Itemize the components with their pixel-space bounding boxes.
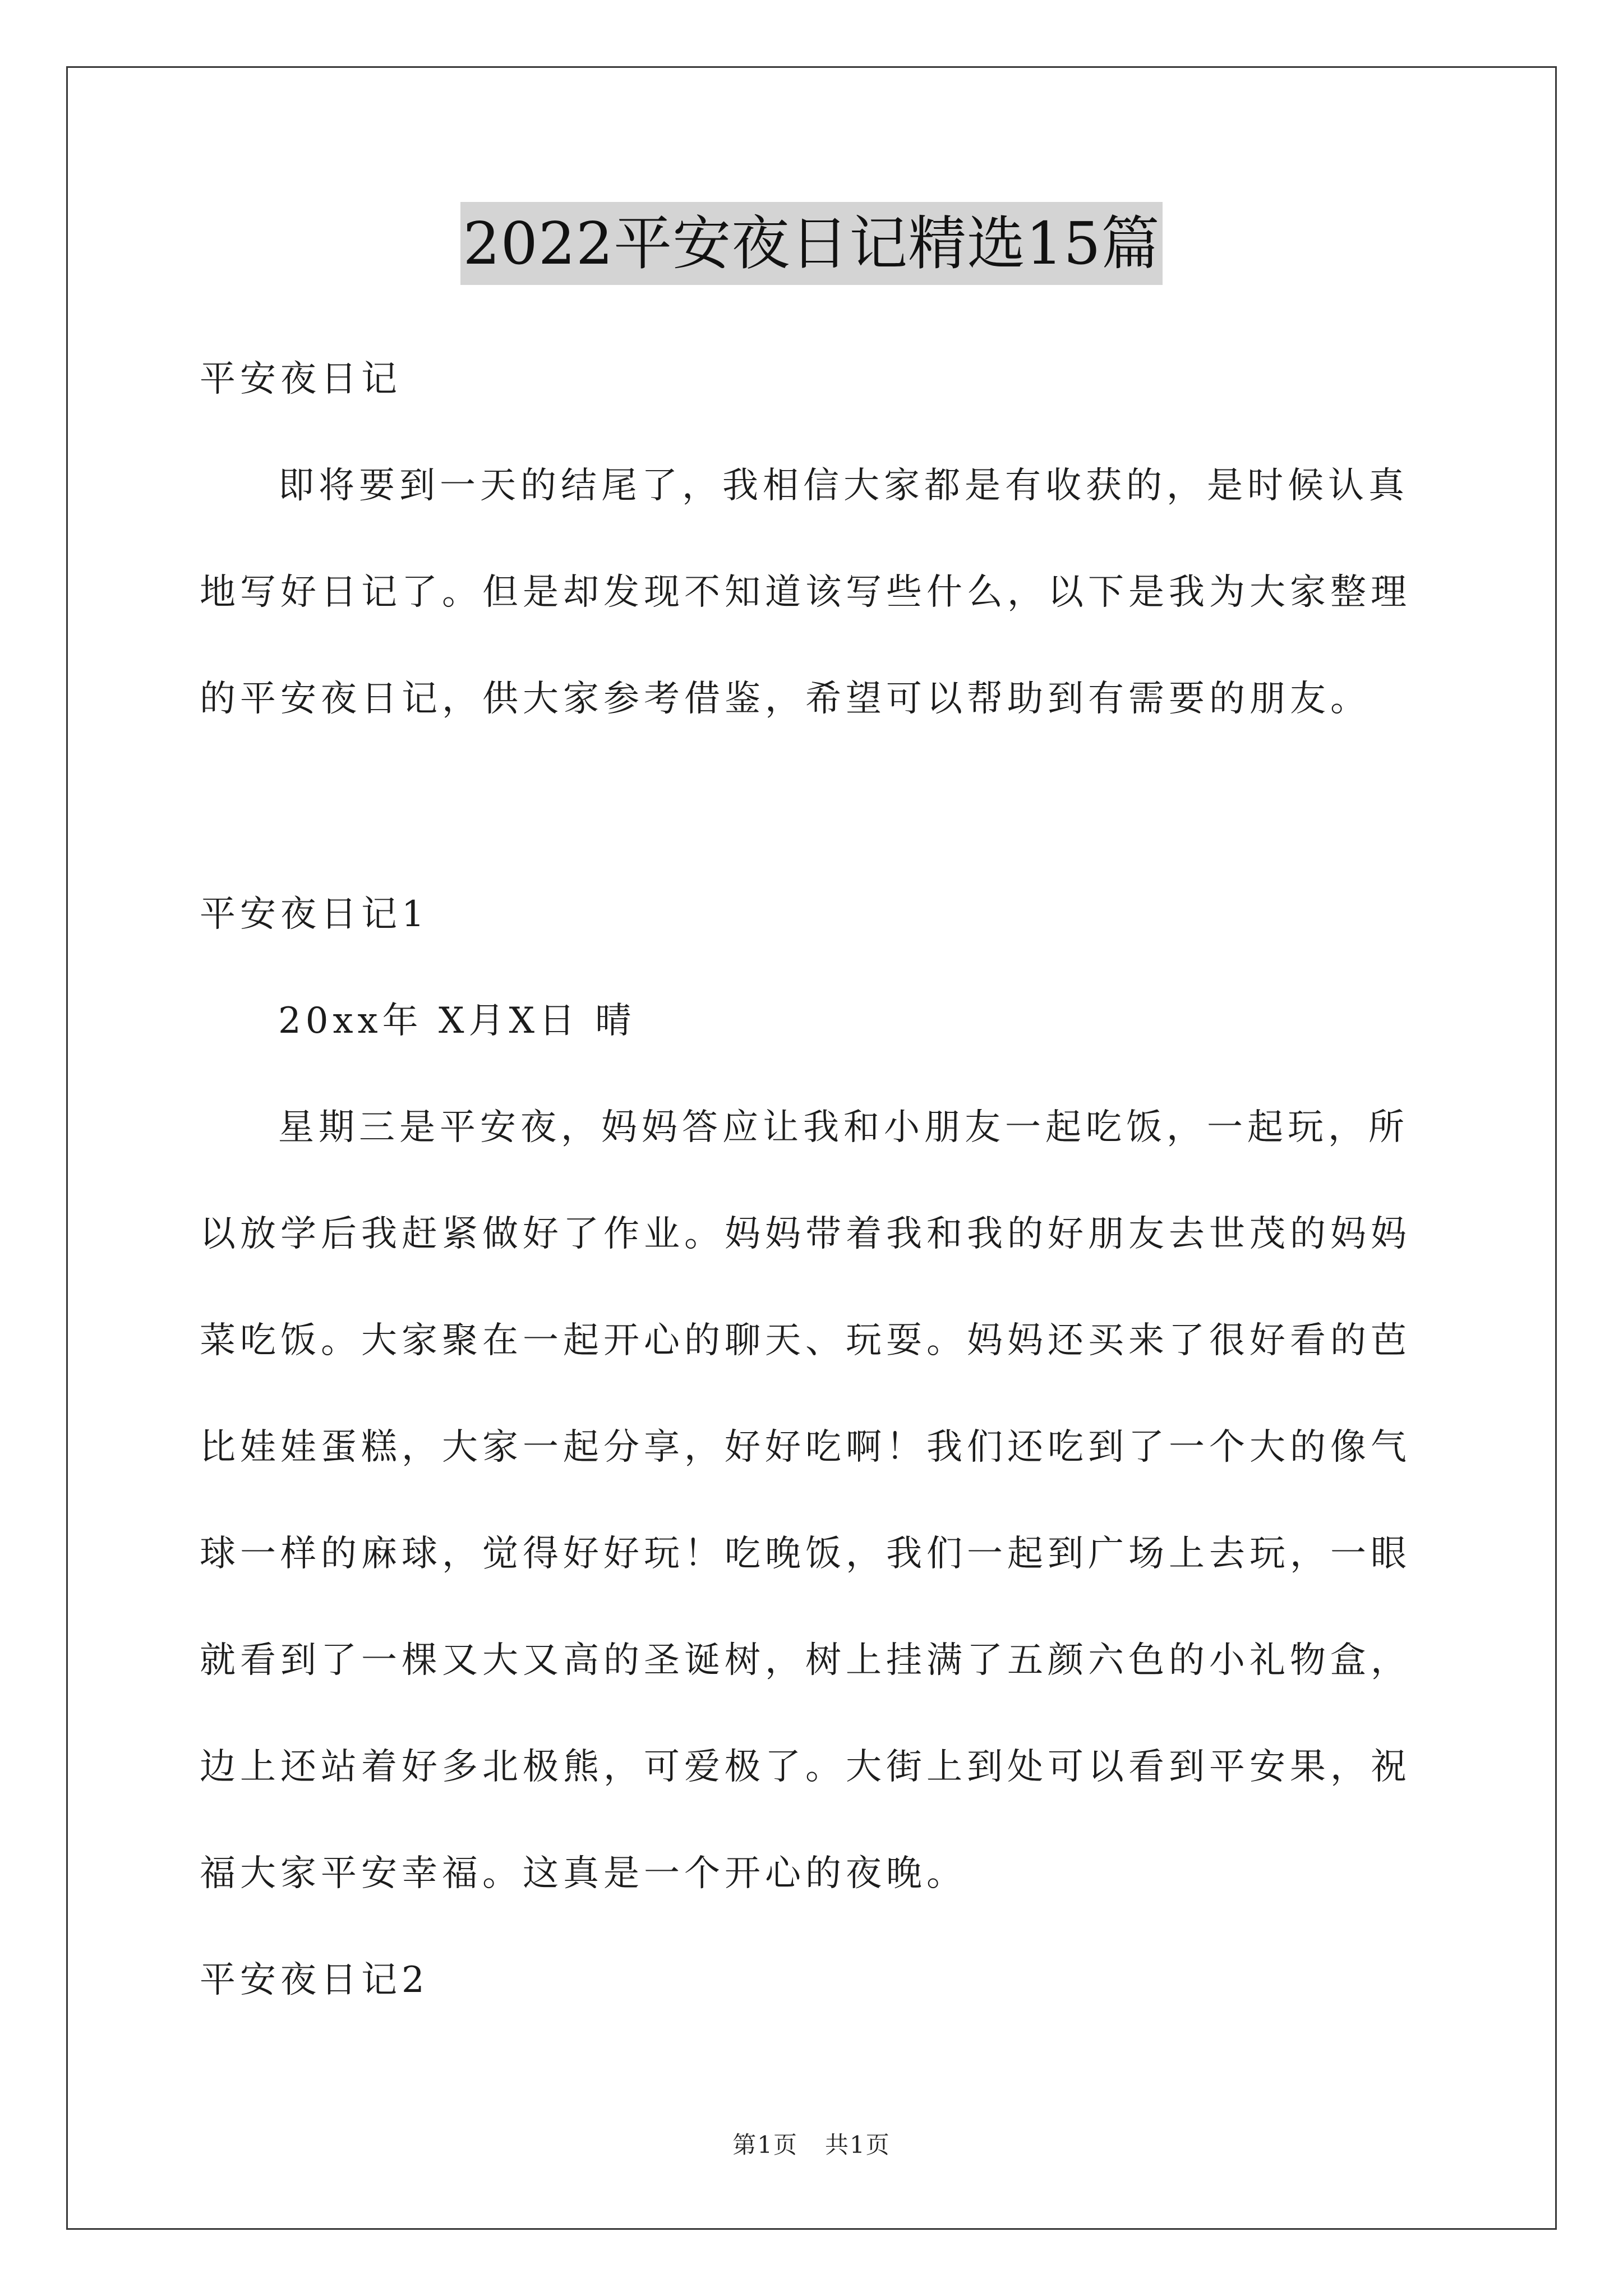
page-number-total: 共1页	[825, 2131, 891, 2159]
section1-line: 边上还站着好多北极熊，可爱极了。大街上到处可以看到平安果，祝	[200, 1746, 1411, 1788]
page-footer	[0, 2129, 1623, 2161]
section1-line: 比娃娃蛋糕，大家一起分享，好好吃啊！我们还吃到了一个大的像气	[200, 1427, 1411, 1468]
page-number-current: 第1页	[732, 2131, 798, 2159]
section-heading-2: 平安夜日记2	[200, 1959, 429, 2001]
section-heading-1: 平安夜日记1	[200, 894, 429, 935]
intro-line: 的平安夜日记，供大家参考借鉴，希望可以帮助到有需要的朋友。	[200, 678, 1371, 720]
section1-line: 菜吃饭。大家聚在一起开心的聊天、玩耍。妈妈还买来了很好看的芭	[200, 1320, 1411, 1361]
section1-line: 福大家平安幸福。这真是一个开心的夜晚。	[200, 1853, 967, 1894]
section1-line: 星期三是平安夜，妈妈答应让我和小朋友一起吃饭，一起玩，所	[278, 1107, 1409, 1148]
section1-line: 球一样的麻球，觉得好好玩！吃晚饭，我们一起到广场上去玩，一眼	[200, 1533, 1411, 1575]
section1-line: 就看到了一棵又大又高的圣诞树，树上挂满了五颜六色的小礼物盒，	[200, 1640, 1411, 1681]
intro-line: 地写好日记了。但是却发现不知道该写些什么，以下是我为大家整理	[200, 572, 1411, 613]
intro-line: 即将要到一天的结尾了，我相信大家都是有收获的，是时候认真	[278, 465, 1409, 507]
document-title: 2022平安夜日记精选15篇	[460, 202, 1162, 285]
title-container	[0, 202, 1623, 285]
section1-line: 以放学后我赶紧做好了作业。妈妈带着我和我的好朋友去世茂的妈妈	[200, 1213, 1411, 1255]
intro-heading: 平安夜日记	[200, 358, 402, 400]
section1-date: 20xx年 X月X日 晴	[278, 1000, 636, 1042]
